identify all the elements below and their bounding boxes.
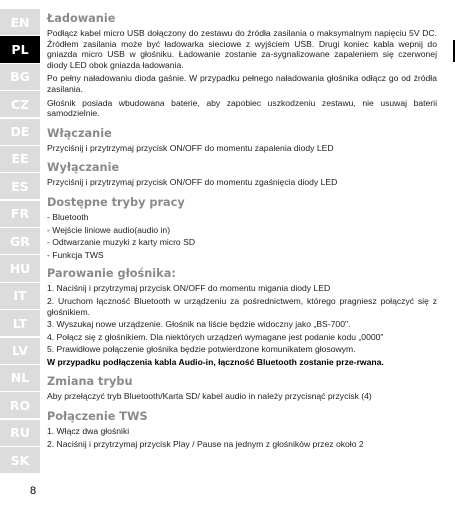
language-tab-cz[interactable]: CZ [0,91,40,117]
list-item: 4. Połącz się z głośnikiem. Dla niektórych urządzeń wymagane jest podanie kodu „0000" [47,331,384,342]
paragraph: Podłącz kabel micro USB dołączony do zestawu do źródła zasilania o maksymalnym napięciu 5V DC. Źródłem zasilania może być ładowarka sieciowe z wyjściem USB. Drugi koniec kabla wepnij do gniazda micro USB w głośniku. Ładowanie zostanie za-sygnalizowane zapaleniem się czerwonej diody LED obok gniazda ładowania. [47,28,437,70]
language-tab-ru[interactable]: RU [0,420,40,446]
list-item: 1. Naciśnij i przytrzymaj przycisk ON/OFF do momentu migania diody LED [47,283,331,294]
language-tab-fr[interactable]: FR [0,201,40,227]
language-tab-ro[interactable]: RO [0,392,40,418]
language-tab-es[interactable]: ES [0,173,40,199]
language-tab-hu[interactable]: HU [0,255,40,281]
list-item: 2. Uruchom łączność Bluetooth w urządzeniu za pośrednictwem, którego pragniesz połączyć się z głośnikiem. [47,295,437,317]
paragraph: Aby przełączyć tryb Bluetooth/Karta SD/ kabel audio in należy przycisnąć przycisk (4) [47,391,372,402]
language-tabs [0,9,40,474]
section-heading-power-off: Wyłączanie [47,161,120,175]
section-heading-tws: Połączenie TWS [47,410,148,424]
section-heading-power-on: Włączanie [47,126,112,140]
important-note: W przypadku podłączenia kabla Audio-in, łączność Bluetooth zostanie prze-rwana. [47,356,384,367]
language-tab-lv[interactable]: LV [0,338,40,364]
section-heading-pairing: Parowanie głośnika: [47,267,176,281]
language-tab-en[interactable]: EN [0,9,40,35]
manual-content [47,12,437,451]
section-heading-modes: Dostępne tryby pracy [47,195,185,209]
list-item: - Odtwarzanie muzyki z karty micro SD [47,237,196,248]
list-item: 2. Naciśnij i przytrzymaj przycisk Play / Pause na jednym z głośników przez około 2 [47,438,364,449]
paragraph: Przyciśnij i przytrzymaj przycisk ON/OFF do momentu zgaśnięcia diody LED [47,177,338,188]
list-item: - Bluetooth [47,211,89,222]
list-item: 3. Wyszukaj nowe urządzenie. Głośnik na liście będzie widoczny jako „BS-700". [47,319,351,330]
page-number: 8 [30,485,37,497]
language-tab-de[interactable]: DE [0,119,40,145]
list-item: 5. Prawidłowe połączenie głośnika będzie potwierdzone komunikatem głosowym. [47,344,356,355]
language-tab-sk[interactable]: SK [0,447,40,473]
paragraph: Głośnik posiada wbudowana baterie, aby zapobiec uszkodzeniu zestawu, nie usuwaj baterii samodzielnie. [47,97,437,119]
list-item: 1. Włącz dwa głośniki [47,426,130,437]
section-heading-mode-change: Zmiana trybu [47,375,133,389]
language-tab-ee[interactable]: EE [0,146,40,172]
language-tab-it[interactable]: IT [0,283,40,309]
language-tab-pl[interactable]: PL [0,36,40,62]
list-item: - Funkcja TWS [47,249,104,260]
language-tab-nl[interactable]: NL [0,365,40,391]
section-heading-charging: Ładowanie [47,12,116,25]
language-tab-gr[interactable]: GR [0,228,40,254]
paragraph: Przyciśnij i przytrzymaj przycisk ON/OFF do momentu zapalenia diody LED [47,142,334,153]
paragraph: Po pełny naładowaniu dioda gaśnie. W przypadku pełnego naładowania głośnika odłącz go od źródła zasilania. [47,73,437,94]
language-tab-bg[interactable]: BG [0,64,40,90]
language-tab-lt[interactable]: LT [0,310,40,336]
list-item: - Wejście liniowe audio(audio in) [47,224,171,235]
